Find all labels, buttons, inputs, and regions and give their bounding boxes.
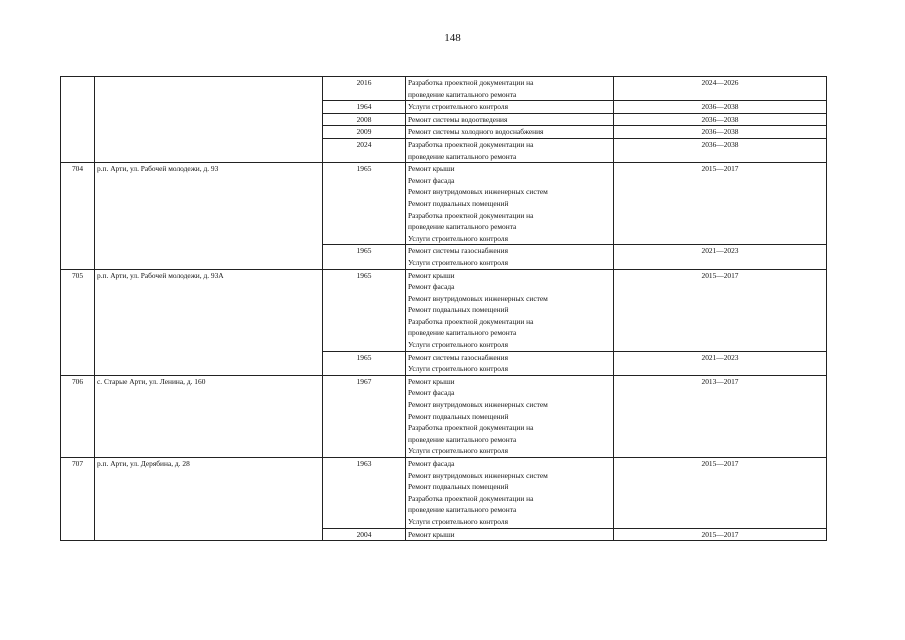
table-row (61, 163, 827, 245)
table-row (61, 269, 827, 351)
cell-address: р.п. Арти, ул. Рабочей молодежи, д. 93А (95, 269, 323, 375)
work-line: Ремонт внутридомовых инженерных систем (408, 400, 548, 410)
work-line: Услуги строительного контроля (408, 446, 508, 456)
cell-works (406, 113, 614, 126)
cell-address: с. Старые Арти, ул. Ленина, д. 160 (95, 375, 323, 457)
work-line: Ремонт системы водоотведения (408, 114, 508, 124)
page-number: 148 (444, 32, 461, 44)
work-line: Услуги строительного контроля (408, 364, 508, 374)
work-line: Услуги строительного контроля (408, 340, 508, 350)
table-row (61, 375, 827, 457)
work-line: Ремонт подвальных помещений (408, 482, 509, 492)
cell-works (406, 138, 614, 162)
cell-year: 2024 (323, 138, 406, 162)
cell-works (406, 528, 614, 541)
work-line: Разработка проектной документации на (408, 493, 534, 503)
work-line: проведение капитального ремонта (408, 434, 517, 444)
work-line: Ремонт системы холодного водоснабжения (408, 127, 544, 137)
work-line: Услуги строительного контроля (408, 257, 508, 267)
work-line: Ремонт фасада (408, 282, 455, 292)
work-line: проведение капитального ремонта (408, 222, 517, 232)
cell-works (406, 351, 614, 375)
cell-item-number: 706 (61, 375, 95, 457)
cell-period: 2013—2017 (614, 375, 827, 457)
table-body (61, 77, 827, 541)
work-line: Ремонт фасада (408, 459, 455, 468)
cell-period: 2015—2017 (614, 269, 827, 351)
table-row (61, 458, 827, 529)
cell-address (95, 77, 323, 163)
cell-item-number (61, 77, 95, 163)
work-line: проведение капитального ремонта (408, 328, 517, 338)
work-line: проведение капитального ремонта (408, 89, 517, 99)
work-line: Ремонт крыши (408, 164, 455, 174)
work-line: Ремонт подвальных помещений (408, 198, 509, 208)
cell-works (406, 245, 614, 269)
work-line: Ремонт внутридомовых инженерных систем (408, 293, 548, 303)
work-line: Услуги строительного контроля (408, 233, 508, 243)
cell-period: 2036—2038 (614, 113, 827, 126)
work-line: Ремонт системы газоснабжения (408, 246, 508, 256)
cell-period: 2015—2017 (614, 458, 827, 529)
work-line: Ремонт системы газоснабжения (408, 352, 508, 362)
work-line: Разработка проектной документации на (408, 316, 534, 326)
cell-year: 1965 (323, 163, 406, 245)
work-line: Ремонт внутридомовых инженерных систем (408, 470, 548, 480)
cell-year: 1964 (323, 101, 406, 114)
work-line: проведение капитального ремонта (408, 151, 517, 161)
work-line: Услуги строительного контроля (408, 102, 508, 112)
cell-works (406, 375, 614, 457)
repair-schedule-table (60, 76, 827, 541)
cell-period: 2021—2023 (614, 351, 827, 375)
cell-year: 1965 (323, 245, 406, 269)
work-line: Ремонт крыши (408, 270, 455, 280)
work-line: Ремонт внутридомовых инженерных систем (408, 187, 548, 197)
cell-year: 1963 (323, 458, 406, 529)
cell-year: 2009 (323, 126, 406, 139)
cell-year: 1967 (323, 375, 406, 457)
cell-item-number: 705 (61, 269, 95, 375)
work-line: Ремонт подвальных помещений (408, 411, 509, 421)
cell-works (406, 269, 614, 351)
work-line: Ремонт фасада (408, 175, 455, 185)
work-line: Ремонт крыши (408, 376, 455, 386)
cell-works (406, 77, 614, 101)
cell-works (406, 163, 614, 245)
cell-period: 2036—2038 (614, 126, 827, 139)
cell-works (406, 458, 614, 529)
work-line: Разработка проектной документации на (408, 78, 534, 87)
cell-year: 2016 (323, 77, 406, 101)
cell-year: 1965 (323, 351, 406, 375)
work-line: Ремонт подвальных помещений (408, 305, 509, 315)
cell-address: р.п. Арти, ул. Рабочей молодежи, д. 93 (95, 163, 323, 269)
work-line: Разработка проектной документации на (408, 210, 534, 220)
cell-works (406, 126, 614, 139)
table-row (61, 77, 827, 101)
work-line: Ремонт крыши (408, 529, 455, 539)
cell-period: 2036—2038 (614, 138, 827, 162)
cell-item-number: 704 (61, 163, 95, 269)
cell-year: 2004 (323, 528, 406, 541)
cell-item-number: 707 (61, 458, 95, 541)
cell-period: 2021—2023 (614, 245, 827, 269)
work-line: Разработка проектной документации на (408, 423, 534, 433)
work-line: Услуги строительного контроля (408, 516, 508, 526)
cell-works (406, 101, 614, 114)
work-line: Разработка проектной документации на (408, 139, 534, 149)
cell-period: 2015—2017 (614, 163, 827, 245)
cell-address: р.п. Арти, ул. Дерябина, д. 28 (95, 458, 323, 541)
work-line: Ремонт фасада (408, 388, 455, 398)
cell-year: 1965 (323, 269, 406, 351)
cell-period: 2015—2017 (614, 528, 827, 541)
cell-period: 2024—2026 (614, 77, 827, 101)
cell-period: 2036—2038 (614, 101, 827, 114)
work-line: проведение капитального ремонта (408, 505, 517, 515)
cell-year: 2008 (323, 113, 406, 126)
